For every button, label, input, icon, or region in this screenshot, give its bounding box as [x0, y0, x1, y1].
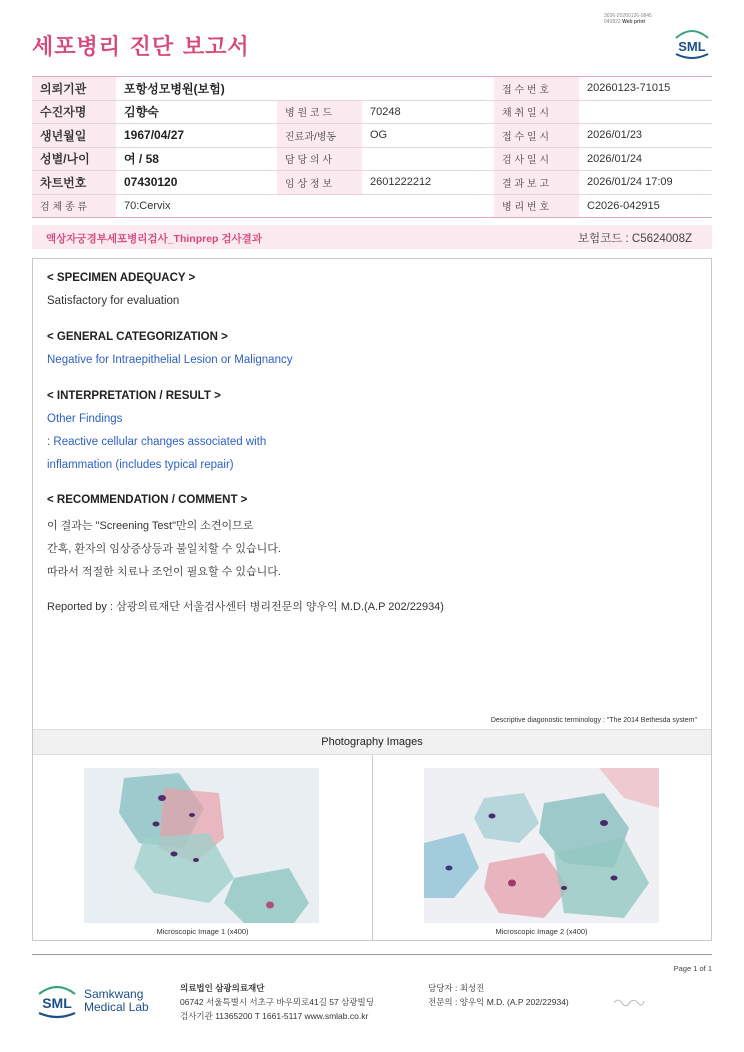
report-title: 세포병리 진단 보고서	[32, 35, 250, 60]
interpretation-line: Other Findings	[47, 413, 123, 425]
footer-staff	[428, 981, 569, 1009]
exam-name: 액상자궁경부세포병리검사_Thinprep 검사결과	[46, 233, 262, 245]
reported-by: Reported by : 삼광의료재단 서울검사센터 병리전문의 양우익 M.D.(A.P 202/22934)	[47, 601, 444, 613]
adequacy-text: Satisfactory for evaluation	[47, 295, 180, 307]
info-row	[32, 171, 712, 195]
comment-heading: < RECOMMENDATION / COMMENT >	[47, 494, 248, 506]
info-row	[32, 77, 712, 101]
interpretation-heading: < INTERPRETATION / RESULT >	[47, 390, 221, 402]
comment-line: 이 결과는 "Screening Test"만의 소견이므로	[47, 520, 254, 532]
comment-line: 따라서 적절한 치료나 조언이 필요할 수 있습니다.	[47, 566, 281, 578]
print-id-2: 040822	[604, 19, 621, 25]
value-birthdate: 1967/04/27	[116, 124, 277, 148]
label-test-date: 검 사 일 시	[494, 147, 579, 171]
value-clinical-info: 2601222212	[362, 171, 494, 195]
category-text: Negative for Intraepithelial Lesion or Malignancy	[47, 354, 293, 366]
info-row	[32, 124, 712, 148]
label-receipt-date: 접 수 일 시	[494, 124, 579, 148]
label-requester: 의뢰기관	[32, 77, 116, 101]
svg-text:SML: SML	[42, 995, 72, 1011]
value-chart-no: 07430120	[116, 171, 277, 195]
interpretation-line: : Reactive cellular changes associated with	[47, 436, 267, 448]
label-department: 진료과/병동	[277, 124, 362, 148]
value-requester: 포항성모병원(보험)	[116, 77, 494, 101]
info-row	[32, 194, 712, 218]
label-sex-age: 성별/나이	[32, 147, 116, 171]
value-pathology-no: C2026-042915	[579, 194, 712, 218]
sml-logo-icon	[672, 26, 712, 60]
footer-contact: 검사기관 11365200 T 1661-5117 www.smlab.co.kr	[180, 1011, 369, 1021]
value-test-date: 2026/01/24	[579, 147, 712, 171]
photo-section-title: Photography Images	[33, 729, 711, 755]
comment-line: 간혹, 환자의 임상증상등과 불일치할 수 있습니다.	[47, 543, 281, 555]
svg-text:SML: SML	[678, 39, 706, 54]
label-clinical-info: 임 상 정 보	[277, 171, 362, 195]
value-result-report: 2026/01/24 17:09	[579, 171, 712, 195]
value-receipt-date: 2026/01/23	[579, 124, 712, 148]
logo-wordmark	[84, 988, 149, 1014]
exam-bar	[32, 225, 712, 249]
sml-logo-icon	[36, 980, 78, 1020]
footer-staff-name: 담당자 : 최성진	[428, 983, 485, 993]
value-receipt-no: 20260123-71015	[579, 77, 712, 101]
label-pathology-no: 병 리 번 호	[494, 194, 579, 218]
label-result-report: 결 과 보 고	[494, 171, 579, 195]
interpretation-line: inflammation (includes typical repair)	[47, 459, 234, 471]
footer-street: 06742 서울특별시 서초구 바우뫼로41길 57 삼광빌딩	[180, 997, 374, 1007]
patient-info-table	[32, 76, 712, 218]
logo-name-line2: Medical Lab	[84, 1000, 149, 1014]
terminology-note: Descriptive diagonostic terminology : "The 2014 Bethesda system"	[490, 717, 697, 724]
value-doctor	[362, 147, 494, 171]
microscopic-image-1	[84, 768, 319, 923]
print-label: Web print	[622, 19, 646, 25]
value-hospital-code: 70248	[362, 100, 494, 124]
microscopic-image-2	[424, 768, 659, 923]
adequacy-heading: < SPECIMEN ADEQUACY >	[47, 272, 196, 284]
logo-name-line1: Samkwang	[84, 987, 144, 1001]
footer-divider	[32, 954, 712, 955]
info-row	[32, 100, 712, 124]
value-collection-date	[579, 100, 712, 124]
label-receipt-no: 접 수 번 호	[494, 77, 579, 101]
value-department: OG	[362, 124, 494, 148]
info-row	[32, 147, 712, 171]
value-patient-name: 김향숙	[116, 100, 277, 124]
label-specimen-type: 검 체 종 류	[32, 194, 116, 218]
photo-caption: Microscopic Image 2 (x400)	[495, 927, 588, 936]
footer-org: 의료법인 삼광의료재단	[180, 983, 265, 993]
result-box	[32, 258, 712, 941]
insurance-code: 보험코드 : C5624008Z	[577, 233, 692, 245]
label-doctor: 담 당 의 사	[277, 147, 362, 171]
photo-caption: Microscopic Image 1 (x400)	[156, 927, 249, 936]
signature-image	[612, 995, 646, 1009]
page-number: Page 1 of 1	[673, 964, 712, 973]
label-collection-date: 채 취 일 시	[494, 100, 579, 124]
label-patient-name: 수진자명	[32, 100, 116, 124]
footer-specialist: 전문의 : 양우익 M.D. (A.P 202/22934)	[428, 997, 569, 1007]
footer-address	[180, 981, 374, 1023]
value-sex-age: 여 / 58	[116, 147, 277, 171]
photo-divider	[372, 755, 373, 941]
label-hospital-code: 병 원 코 드	[277, 100, 362, 124]
label-chart-no: 차트번호	[32, 171, 116, 195]
print-info	[604, 13, 652, 25]
label-birthdate: 생년월일	[32, 124, 116, 148]
value-specimen-type: 70:Cervix	[116, 194, 494, 218]
category-heading: < GENERAL CATEGORIZATION >	[47, 331, 228, 343]
print-id: 3036-20260126-0845	[604, 13, 652, 19]
